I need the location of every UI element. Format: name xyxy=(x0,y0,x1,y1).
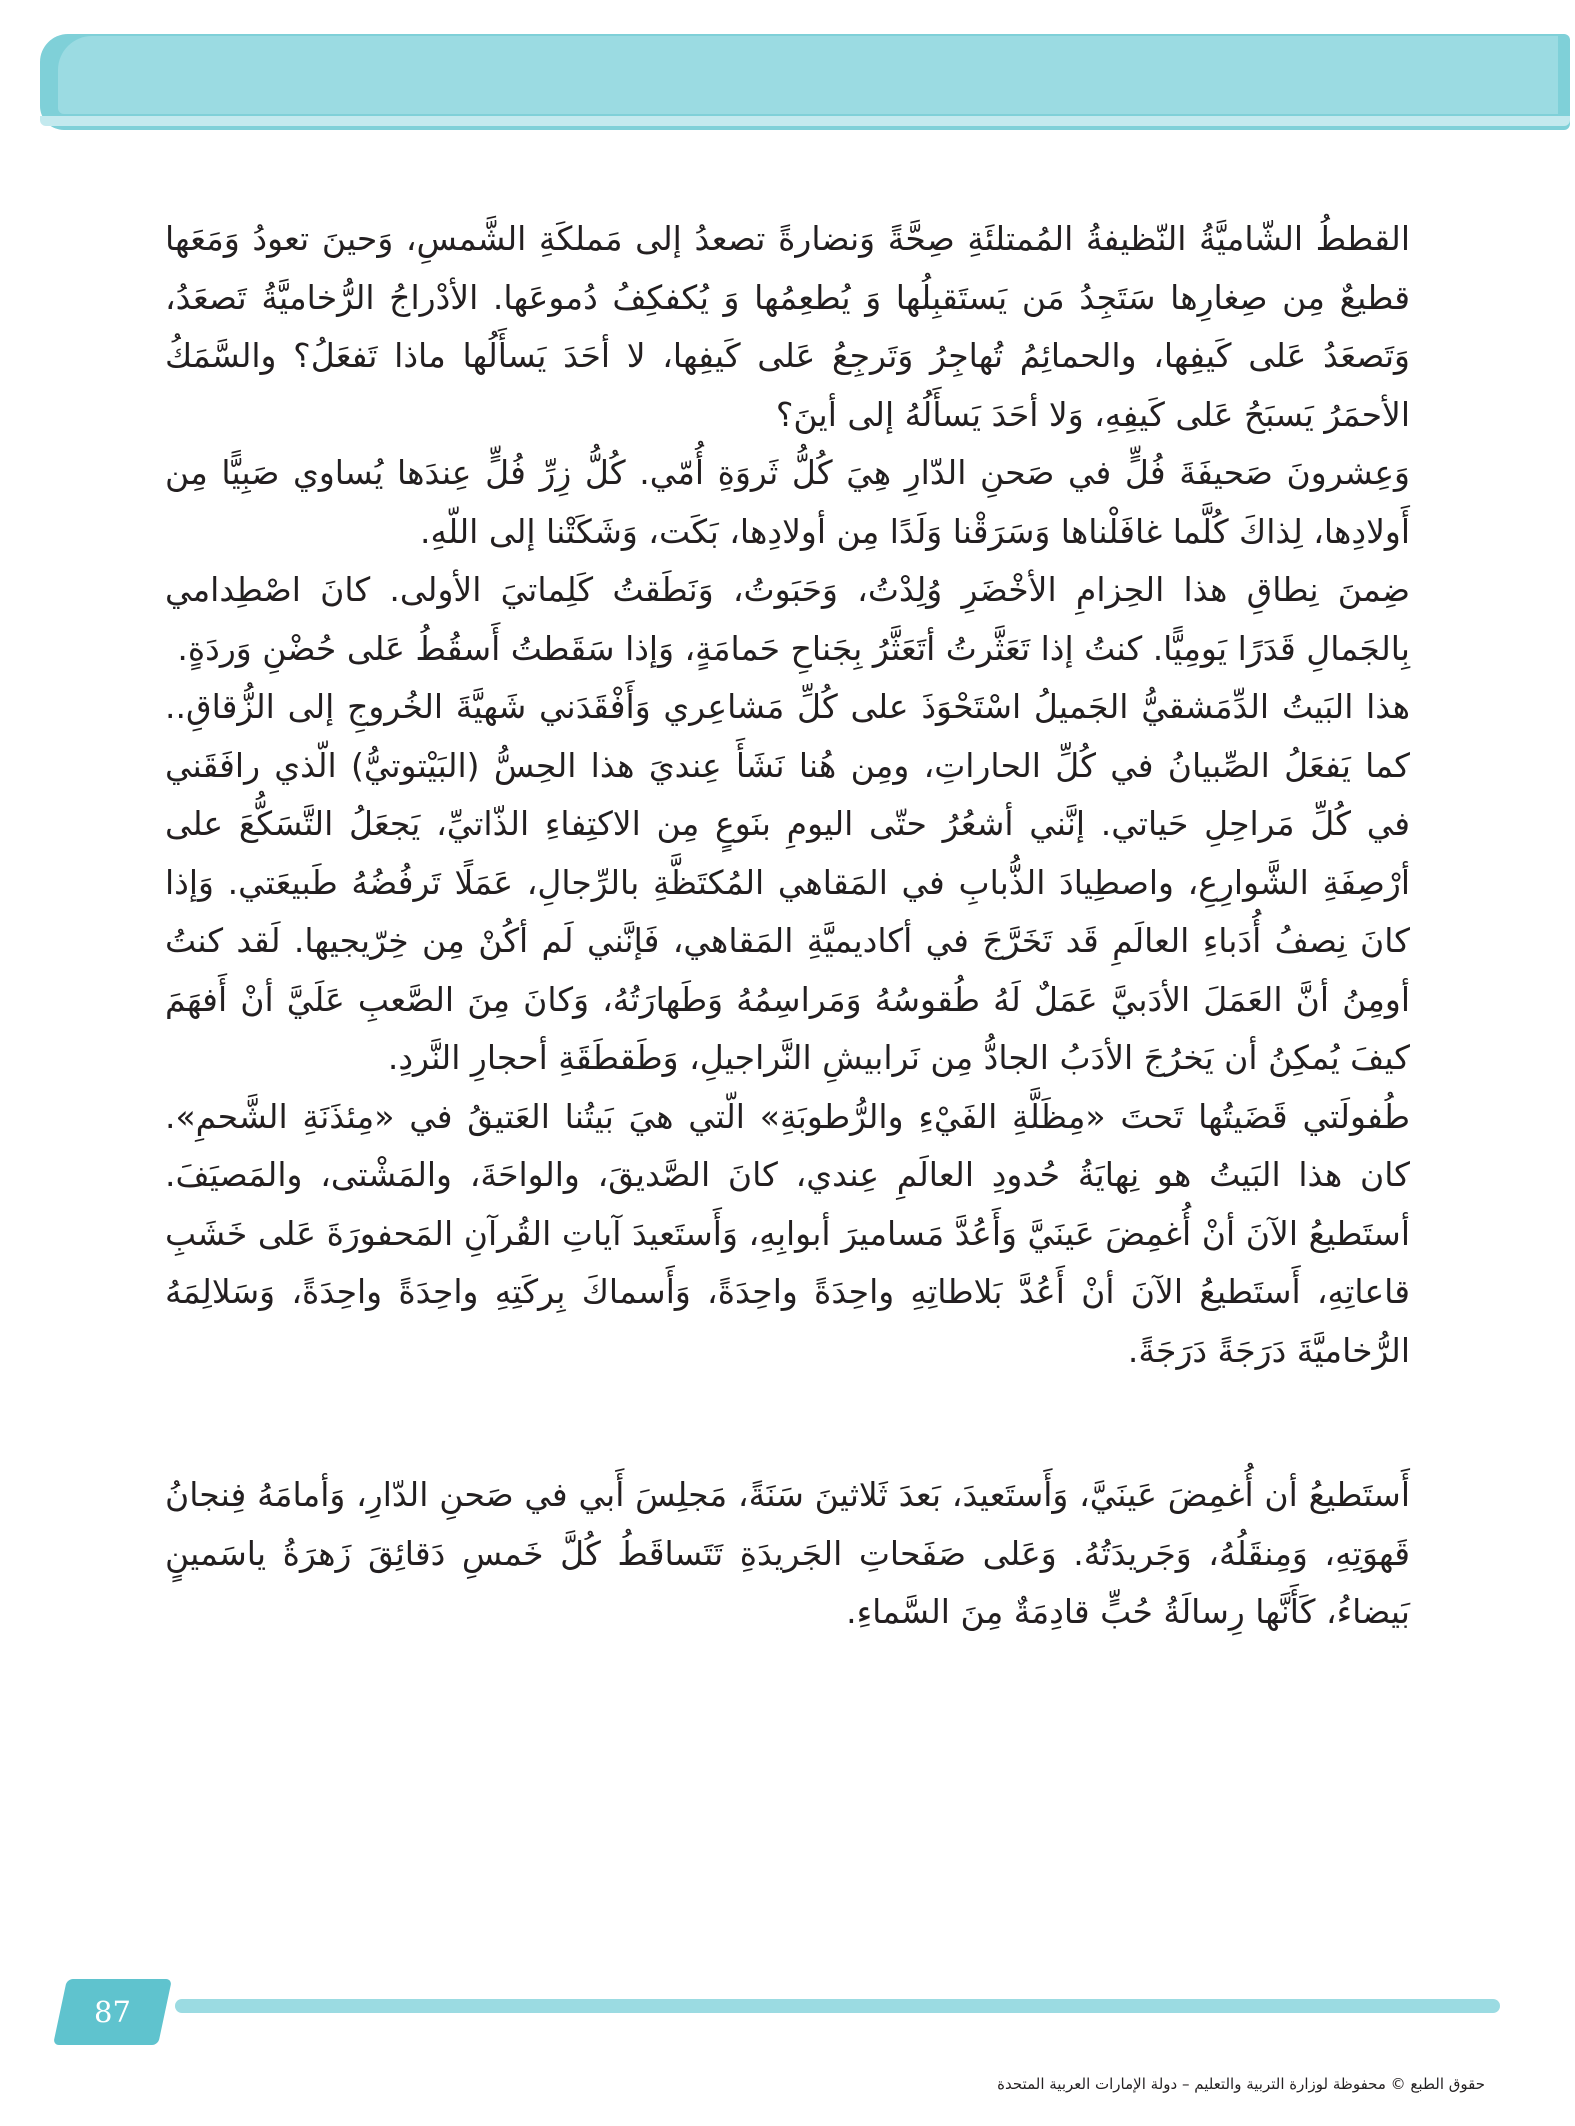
page-number: 87 xyxy=(94,1995,131,2029)
header-band-front xyxy=(58,36,1558,114)
paragraph-childhood: طُفولَتي قَضَيتُها تَحتَ «مِظَلَّةِ الفَيْءِ والرُّطوبَةِ» الّتي هيَ بَيتُنا العَتيقُ في «مِئذَنَةِ الشَّحمِ». كان هذا البَيتُ هو نِهايَةُ حُدودِ العالَمِ عِندي، كانَ الصَّديقَ، والواحَةَ، والمَشْتى، والمَصيَفَ. أستَطيعُ الآنَ أنْ أُغمِضَ عَينَيَّ وَأَعُدَّ مَساميرَ أبوابِهِ، وَأَستَعيدَ آياتِ القُرآنِ المَحفورَةَ عَلى خَشَبِ قاعاتِهِ، أَستَطيعُ الآنَ أنْ أَعُدَّ بَلاطاتِهِ واحِدَةً واحِدَةً، وَأَسماكَ بِركَتِهِ واحِدَةً واحِدَةً، وَسَلالِمَهُ الرُّخاميَّةَ دَرَجَةً دَرَجَةً. xyxy=(165,1096,1410,1370)
paragraph-green-belt: ضِمنَ نِطاقِ هذا الحِزامِ الأخْضَرِ وُلِدْتُ، وَحَبَوتُ، وَنَطَقتُ كَلِماتيَ الأولى. كانَ اصْطِدامي بِالجَمالِ قَدَرًا يَومِيًّا. كنتُ إذا تَعَثَّرتُ أتَعَثَّرُ بِجَناحِ حَمامَةٍ، وَإذا سَقَطتُ أَسقُطُ عَلى حُضْنِ وَردَةٍ. xyxy=(165,570,1410,668)
paragraph-cats: القططُ الشّاميَّةُ النّظيفةُ المُمتلئَةِ صِحَّةً وَنضارةً تصعدُ إلى مَملكَةِ الشَّمسِ، وَحينَ تعودُ وَمَعَها قطيعٌ مِن صِغارِها سَتَجِدُ مَن يَستَقبِلُها وَ يُطعِمُها وَ يُكفكِفُ دُموعَها. الأدْراجُ الرُّخاميَّةُ تَصعَدُ، وَتَصعَدُ عَلى كَيفِها، والحمائِمُ تُهاجِرُ وَتَرجِعُ عَلى كَيفِها، لا أحَدَ يَسأَلُها ماذا تَفعَلُ؟ والسَّمَكُ الأحمَرُ يَسبَحُ عَلى كَيفِهِ، وَلا أحَدَ يَسأَلُهُ إلى أينَ؟ xyxy=(165,219,1410,434)
paragraph-damascene-house: هذا البَيتُ الدِّمَشقيُّ الجَميلُ اسْتَحْوَذَ على كُلِّ مَشاعِري وَأَفْقَدَني شَهيَّةَ الخُروجِ إلى الزُّقاقِ.. كما يَفعَلُ الصِّبيانُ في كُلِّ الحاراتِ، ومِن هُنا نَشَأَ عِنديَ هذا الحِسُّ (البَيْتوتيُّ) الّذي رافَقَني في كُلِّ مَراحِلِ حَياتي. إنَّني أشعُرُ حتّى اليومِ بنَوعٍ مِن الاكتِفاءِ الذّاتيِّ، يَجعَلُ التَّسَكُّعَ على أرْصِفَةِ الشَّوارِعِ، واصطِيادَ الذُّبابِ في المَقاهي المُكتَظَّةِ بالرِّجالِ، عَمَلًا تَرفُضُهُ طَبيعَتي. وَإذا كانَ نِصفُ أُدَباءِ العالَمِ قَد تَخَرَّجَ في أكاديميَّةِ المَقاهي، فَإنَّني لَم أكُنْ مِن خِرّيجيها. لَقد كنتُ أومِنُ أنَّ العَمَلَ الأدَبيَّ عَمَلٌ لَهُ طُقوسُهُ وَمَراسِمُهُ وَطَهارَتُهُ، وَكانَ مِنَ الصَّعبِ عَلَيَّ أنْ أَفهَمَ كيفَ يُمكِنُ أن يَخرُجَ الأدَبُ الجادُّ مِن نَرابيشِ النَّراجيلِ، وَطَقطَقَةِ أحجارِ النَّردِ. xyxy=(165,687,1410,1077)
paragraph-jasmine: وَعِشرونَ صَحيفَةَ فُلٍّ في صَحنِ الدّارِ هِيَ كُلُّ ثَروَةِ أُمّي. كُلُّ زِرِّ فُلٍّ عِندَها يُساوي صَبِيًّا مِن أَولادِها، لِذاكَ كُلَّما غافَلْناها وَسَرَقْنا وَلَدًا مِن أولادِها، بَكَت، وَشَكَتْنا إلى اللّهِ. xyxy=(165,453,1410,551)
paragraph-father: أَستَطيعُ أن أُغمِضَ عَينَيَّ، وَأَستَعيدَ، بَعدَ ثَلاثينَ سَنَةً، مَجلِسَ أَبي في صَحنِ الدّارِ، وَأمامَهُ فِنجانُ قَهوَتِهِ، وَمِنقَلُهُ، وَجَريدَتُهُ. وَعَلى صَفَحاتِ الجَريدَةِ تَتَساقَطُ كُلَّ خَمسِ دَقائِقَ زَهرَةُ ياسَمينٍ بَيضاءُ، كَأَنَّها رِسالَةُ حُبٍّ قادِمَةٌ مِنَ السَّماءِ. xyxy=(165,1475,1410,1631)
header-band-stripe xyxy=(40,116,1570,126)
text-body xyxy=(165,210,1410,1642)
footer-bar xyxy=(175,1999,1500,2013)
paragraph-gap xyxy=(165,1380,1410,1466)
copyright-notice: حقوق الطبع © محفوظة لوزارة التربية والتعليم – دولة الإمارات العربية المتحدة xyxy=(997,2075,1485,2093)
